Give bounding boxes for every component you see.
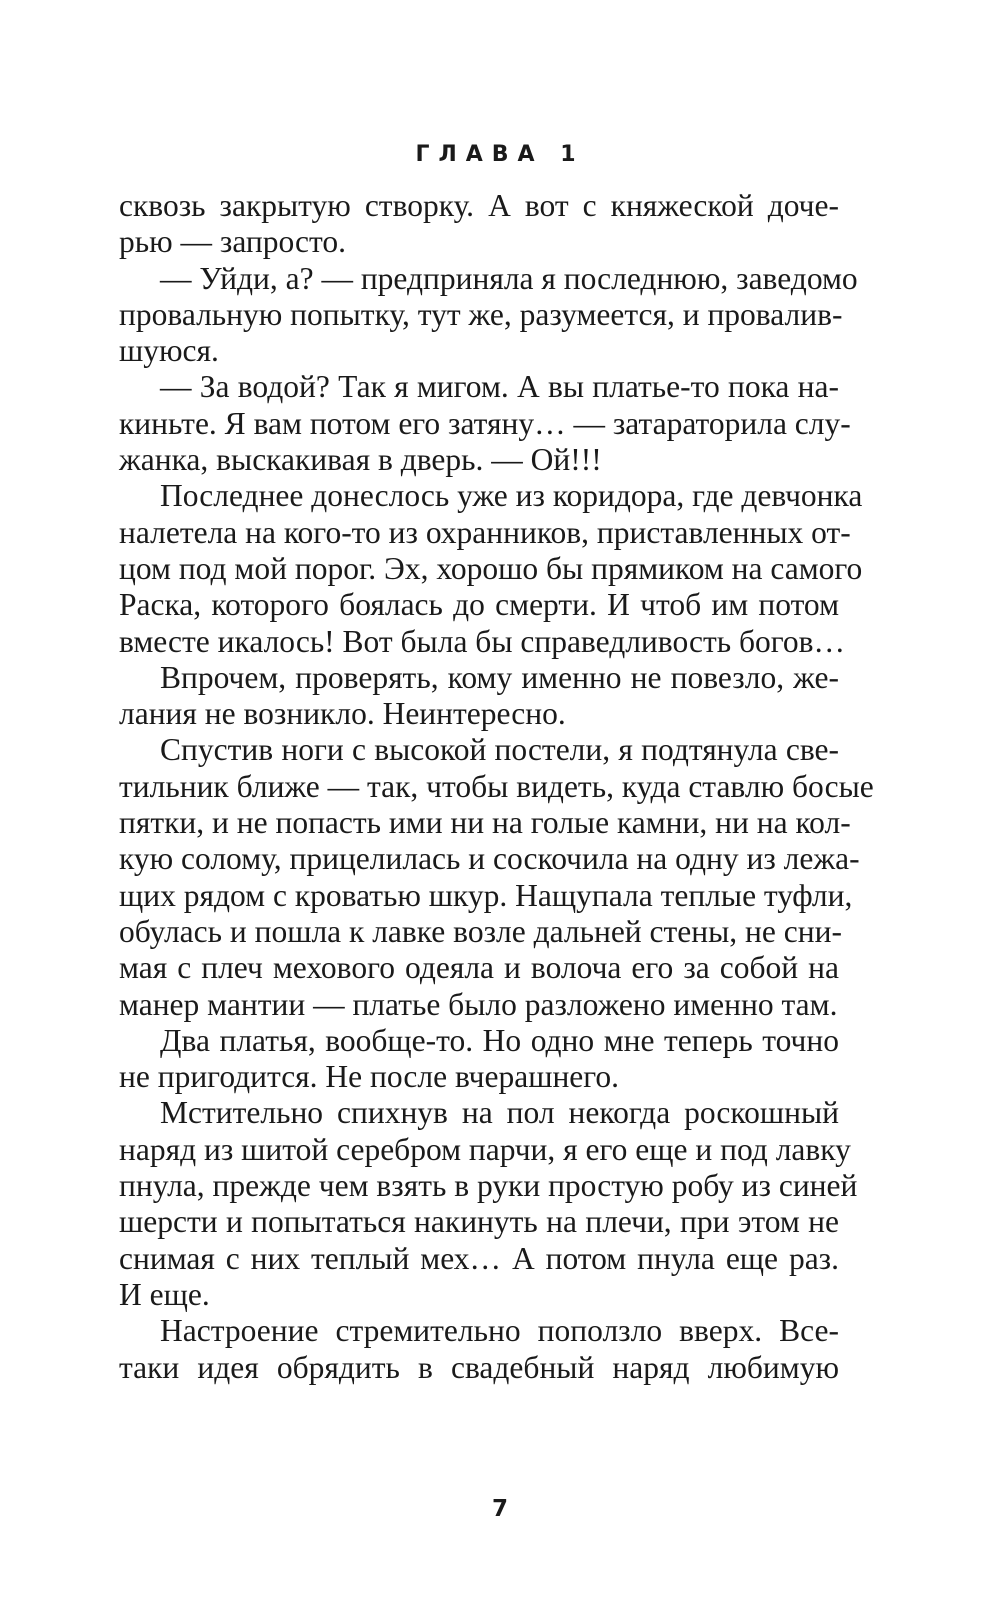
text-line: — За водой? Так я мигом. А вы платье-то пока на-	[160, 369, 839, 405]
text-line: обулась и пошла к лавке возле дальней стены, не сни-	[119, 913, 842, 949]
text-line: жанка, выскакивая в дверь. — Ой!!!	[119, 442, 602, 478]
text-line: пнула, прежде чем взять в руки простую робу из синей	[119, 1168, 858, 1204]
chapter-header: ГЛАВА 1	[415, 142, 585, 167]
text-line: не пригодится. Не после вчерашнего.	[119, 1059, 620, 1095]
text-line: вместе икалось! Вот была бы справедливость богов…	[119, 623, 846, 659]
text-line: Два платья, вообще-то. Но одно мне теперь точно	[160, 1022, 839, 1058]
text-line: Последнее донеслось уже из коридора, где девчонка	[160, 478, 863, 514]
text-line: Впрочем, проверять, кому именно не повезло, же-	[160, 659, 839, 695]
text-line: налетела на кого-то из охранников, приставленных от-	[119, 514, 851, 550]
text-line: мая с плеч мехового одеяла и волоча его за собой на	[119, 950, 839, 986]
text-line: тильник ближе — так, чтобы видеть, куда ставлю босые	[119, 768, 874, 804]
text-line: — Уйди, а? — предприняла я последнюю, заведомо	[160, 260, 858, 296]
text-line: лания не возникло. Неинтересно.	[119, 696, 566, 732]
text-line: И еще.	[119, 1276, 210, 1312]
text-line: снимая с них теплый мех… А потом пнула еще раз.	[119, 1240, 839, 1276]
text-line: рью — запросто.	[119, 224, 347, 260]
text-line: таки идея обрядить в свадебный наряд любимую	[119, 1349, 839, 1385]
text-line: Настроение стремительно поползло вверх. Все-	[160, 1313, 839, 1349]
text-line: сквозь закрытую створку. А вот с княжеской доче-	[119, 188, 839, 223]
text-line: манер мантии — платье было разложено именно там.	[119, 986, 838, 1022]
text-line: Раска, которого боялась до смерти. И чтоб им потом	[119, 587, 839, 623]
text-line: провальную попытку, тут же, разумеется, и провалив-	[119, 296, 843, 332]
text-line: шерсти и попытаться накинуть на плечи, при этом не	[119, 1204, 839, 1240]
page-number: 7	[491, 1496, 508, 1522]
text-line: наряд из шитой серебром парчи, я его еще и под лавку	[119, 1131, 851, 1167]
text-line: пятки, и не попасть ими ни на голые камни, ни на кол-	[119, 805, 851, 841]
text-line: киньте. Я вам потом его затяну… — затараторила слу-	[119, 405, 851, 441]
body-text	[119, 188, 874, 1386]
text-line: Спустив ноги с высокой постели, я подтянула све-	[160, 732, 839, 768]
text-line: цом под мой порог. Эх, хорошо бы прямиком на самого	[119, 550, 863, 586]
text-line: Мстительно спихнув на пол некогда роскошный	[160, 1095, 839, 1131]
text-line: щих рядом с кроватью шкур. Нащупала теплые туфли,	[119, 877, 853, 913]
text-line: шуюся.	[119, 333, 219, 369]
text-line: кую солому, прицелилась и соскочила на одну из лежа-	[119, 841, 860, 877]
